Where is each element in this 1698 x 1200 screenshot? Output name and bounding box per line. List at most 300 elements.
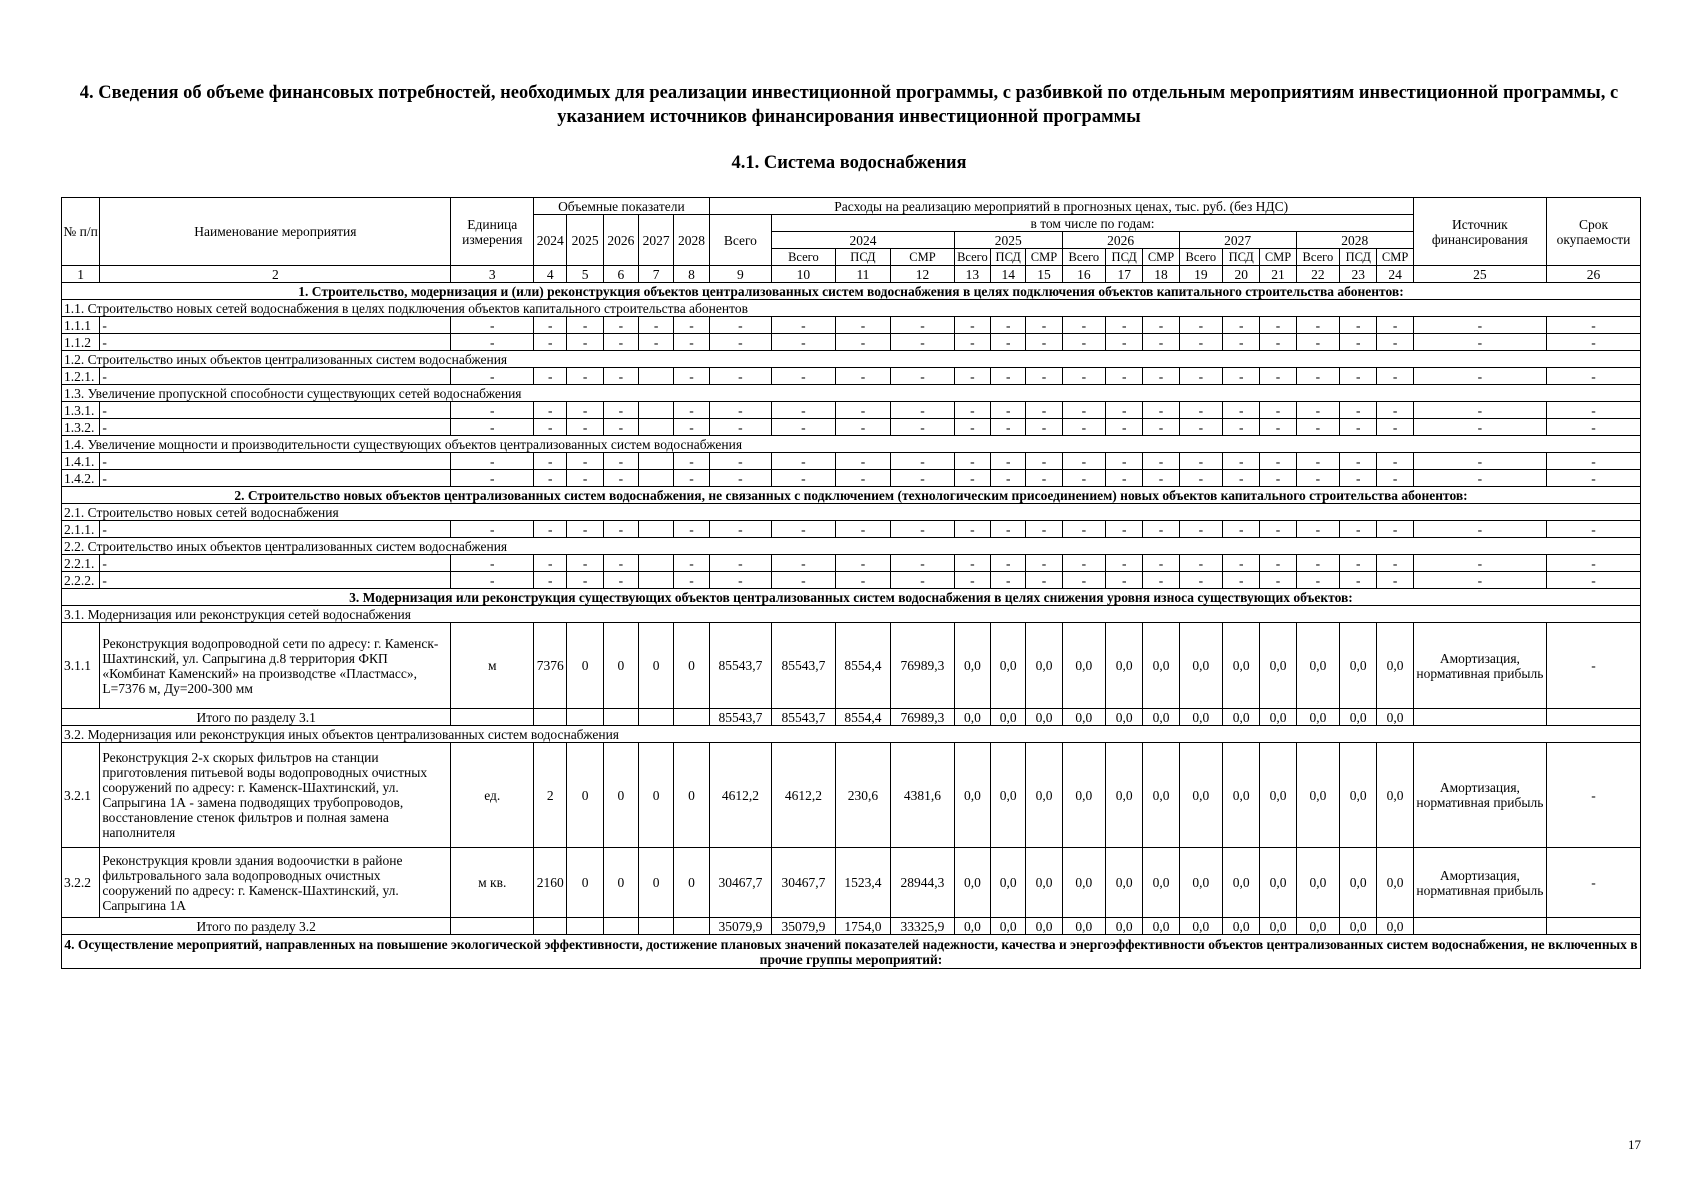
row-volume: -: [534, 521, 567, 538]
subtotal-zero: 0,0: [1340, 709, 1377, 726]
subtotal-value: 35079,9: [709, 918, 772, 935]
subtotal-value: 35079,9: [772, 918, 836, 935]
row-expense: -: [1296, 402, 1339, 419]
item-name: Реконструкция 2-х скорых фильтров на станции приготовления питьевой воды водопроводных очистных сооружений по адресу: г. Каменск-Шахтинский, ул. Сапрыгина 1А - замена подводящих трубопроводов, восстановление стенок фильтров и полная замена наполнителя: [100, 743, 451, 848]
table-row: [62, 555, 1641, 572]
row-source: -: [1413, 572, 1546, 589]
row-expense: -: [1223, 368, 1260, 385]
row-expense: -: [1026, 317, 1062, 334]
row-volume: -: [603, 419, 638, 436]
header-sub: ПСД: [991, 249, 1026, 266]
item-volume: 7376: [534, 623, 567, 709]
row-volume: -: [567, 572, 603, 589]
row-name: -: [100, 402, 451, 419]
row-expense: -: [1260, 572, 1296, 589]
row-expense: -: [1260, 555, 1296, 572]
item-volume: 0: [567, 848, 603, 918]
subtotal-label: Итого по разделу 3.2: [62, 918, 451, 935]
column-number: 4: [534, 266, 567, 283]
row-expense: -: [991, 402, 1026, 419]
item-name: Реконструкция кровли здания водоочистки в районе фильтровального зала водопроводных очистных сооружений по адресу: г. Каменск-Шахтинский, ул. Сапрыгина 1А: [100, 848, 451, 918]
row-payback: -: [1546, 470, 1640, 487]
item-volume: 2: [534, 743, 567, 848]
row-payback: -: [1546, 453, 1640, 470]
row-expense: -: [835, 470, 890, 487]
row-expense: -: [1062, 521, 1105, 538]
row-expense: -: [1062, 555, 1105, 572]
row-name: -: [100, 521, 451, 538]
row-volume: -: [567, 521, 603, 538]
row-volume: -: [639, 317, 674, 334]
item-zero-value: 0,0: [1296, 848, 1339, 918]
item-zero-value: 0,0: [991, 623, 1026, 709]
row-payback: -: [1546, 368, 1640, 385]
subtotal-blank: [567, 918, 603, 935]
row-expense: -: [835, 334, 890, 351]
row-volume: -: [603, 368, 638, 385]
item-row: [62, 623, 1641, 709]
section4: [62, 935, 1641, 969]
row-expense: -: [1179, 317, 1222, 334]
row-expense: -: [991, 368, 1026, 385]
header-volume-year: 2026: [603, 215, 638, 266]
column-number: 13: [954, 266, 990, 283]
row-expense: -: [1026, 555, 1062, 572]
row-expense: -: [954, 555, 990, 572]
row-volume: -: [674, 334, 709, 351]
row-expense: -: [835, 368, 890, 385]
row-expense: -: [1260, 521, 1296, 538]
item-unit: ед.: [451, 743, 534, 848]
header-sub: Всего: [954, 249, 990, 266]
subsection-3-1: [62, 606, 1641, 623]
item-zero-value: 0,0: [1062, 848, 1105, 918]
item-zero-value: 0,0: [1296, 743, 1339, 848]
row-expense: -: [954, 470, 990, 487]
row-source: -: [1413, 402, 1546, 419]
item-volume: 0: [603, 623, 638, 709]
subtotal-zero: 0,0: [1377, 918, 1413, 935]
row-expense: -: [1377, 402, 1413, 419]
subtotal-zero: 0,0: [954, 709, 990, 726]
row-number: 1.3.2.: [62, 419, 100, 436]
item-2024-value: 4381,6: [891, 743, 955, 848]
item-volume: 0: [674, 848, 709, 918]
column-number: 19: [1179, 266, 1222, 283]
header-sub: ПСД: [835, 249, 890, 266]
subtotal-zero: 0,0: [1296, 918, 1339, 935]
row-volume: [639, 402, 674, 419]
row-volume: -: [674, 368, 709, 385]
row-expense: -: [1143, 521, 1179, 538]
header-expense-year: 2027: [1179, 232, 1296, 249]
section3: [62, 589, 1641, 606]
row-expense: -: [772, 402, 836, 419]
row-expense: -: [772, 470, 836, 487]
row-expense: -: [1223, 453, 1260, 470]
row-volume: [639, 368, 674, 385]
row-expense: -: [1143, 419, 1179, 436]
row-source: -: [1413, 419, 1546, 436]
subtotal-blank: [1546, 709, 1640, 726]
item-zero-value: 0,0: [1340, 743, 1377, 848]
subsection-2-2: [62, 538, 1641, 555]
row-total: -: [709, 521, 772, 538]
item-2024-value: 4612,2: [772, 743, 836, 848]
row-volume: -: [567, 317, 603, 334]
row-expense: -: [1340, 402, 1377, 419]
row-volume: -: [603, 453, 638, 470]
row-expense: -: [954, 402, 990, 419]
row-volume: -: [603, 317, 638, 334]
row-expense: -: [1179, 572, 1222, 589]
row-expense: -: [1062, 453, 1105, 470]
subtotal-zero: 0,0: [1106, 918, 1143, 935]
financial-needs-table: [61, 197, 1641, 969]
header-source: Источник финансирования: [1413, 198, 1546, 266]
row-number: 2.1.1.: [62, 521, 100, 538]
row-volume: -: [534, 368, 567, 385]
item-zero-value: 0,0: [1223, 848, 1260, 918]
row-expense: -: [1026, 402, 1062, 419]
row-volume: -: [534, 317, 567, 334]
row-expense: -: [891, 419, 955, 436]
header-sub: ПСД: [1340, 249, 1377, 266]
row-total: -: [709, 368, 772, 385]
item-number: 3.2.2: [62, 848, 100, 918]
column-number: 3: [451, 266, 534, 283]
item-zero-value: 0,0: [1106, 848, 1143, 918]
header-volume-year: 2028: [674, 215, 709, 266]
section2-title: 2. Строительство новых объектов централизованных систем водоснабжения, не связанных с подключением (технологическим присоединением) новых объектов капитального строительства абонентов:: [62, 487, 1641, 504]
item-zero-value: 0,0: [1143, 848, 1179, 918]
subtotal-blank: [603, 709, 638, 726]
row-expense: -: [1223, 521, 1260, 538]
subsection-1-2: [62, 351, 1641, 368]
row-expense: -: [1062, 334, 1105, 351]
item-zero-value: 0,0: [1143, 743, 1179, 848]
row-expense: -: [1143, 334, 1179, 351]
subtotal-zero: 0,0: [954, 918, 990, 935]
row-volume: -: [534, 555, 567, 572]
row-volume: -: [674, 419, 709, 436]
subtotal-zero: 0,0: [1143, 709, 1179, 726]
row-expense: -: [1223, 555, 1260, 572]
item-zero-value: 0,0: [1223, 623, 1260, 709]
row-expense: -: [835, 419, 890, 436]
column-number: 5: [567, 266, 603, 283]
item-unit: м кв.: [451, 848, 534, 918]
row-expense: -: [1179, 419, 1222, 436]
subtotal-blank: [1413, 918, 1546, 935]
row-expense: -: [1377, 334, 1413, 351]
subtotal-zero: 0,0: [1260, 918, 1296, 935]
row-source: -: [1413, 453, 1546, 470]
column-number: 8: [674, 266, 709, 283]
section1: [62, 283, 1641, 300]
subsection-2-1-title: 2.1. Строительство новых сетей водоснабжения: [62, 504, 1641, 521]
header-volume-year: 2027: [639, 215, 674, 266]
item-row: [62, 848, 1641, 918]
row-expense: -: [1296, 419, 1339, 436]
header-volume-year: 2024: [534, 215, 567, 266]
header-sub: Всего: [1062, 249, 1105, 266]
item-volume: 0: [674, 743, 709, 848]
row-expense: -: [1223, 317, 1260, 334]
item-zero-value: 0,0: [991, 848, 1026, 918]
item-zero-value: 0,0: [1340, 623, 1377, 709]
header-sub: ПСД: [1106, 249, 1143, 266]
subsection-2-2-title: 2.2. Строительство иных объектов централизованных систем водоснабжения: [62, 538, 1641, 555]
item-zero-value: 0,0: [991, 743, 1026, 848]
row-expense: -: [891, 572, 955, 589]
subtotal-value: 85543,7: [772, 709, 836, 726]
row-name: -: [100, 572, 451, 589]
row-expense: -: [1106, 470, 1143, 487]
row-expense: -: [835, 402, 890, 419]
row-expense: -: [1062, 402, 1105, 419]
header-unit: Единица измерения: [451, 198, 534, 266]
row-expense: -: [1296, 317, 1339, 334]
header-row: [62, 198, 1641, 215]
row-expense: -: [1296, 555, 1339, 572]
item-total: 4612,2: [709, 743, 772, 848]
row-expense: -: [1340, 368, 1377, 385]
row-expense: -: [1296, 470, 1339, 487]
item-name: Реконструкция водопроводной сети по адресу: г. Каменск-Шахтинский, ул. Сапрыгина д.8 территория ФКП «Комбинат Каменский» на производстве «Пластмасс», L=7376 м, Ду=200-300 мм: [100, 623, 451, 709]
column-number: 12: [891, 266, 955, 283]
item-zero-value: 0,0: [1143, 623, 1179, 709]
item-zero-value: 0,0: [1026, 848, 1062, 918]
row-payback: -: [1546, 334, 1640, 351]
row-expense: -: [772, 453, 836, 470]
subtotal-value: 33325,9: [891, 918, 955, 935]
subtotal-blank: [1413, 709, 1546, 726]
item-zero-value: 0,0: [1260, 623, 1296, 709]
row-expense: -: [891, 521, 955, 538]
subtotal-zero: 0,0: [991, 709, 1026, 726]
row-total: -: [709, 402, 772, 419]
header-payback: Срок окупаемости: [1546, 198, 1640, 266]
subtotal-zero: 0,0: [1296, 709, 1339, 726]
row-expense: -: [1143, 572, 1179, 589]
item-total: 30467,7: [709, 848, 772, 918]
subsection-3-2: [62, 726, 1641, 743]
row-number: 1.1.1: [62, 317, 100, 334]
row-number: 1.4.2.: [62, 470, 100, 487]
item-2024-value: 230,6: [835, 743, 890, 848]
column-number: 11: [835, 266, 890, 283]
row-expense: -: [1377, 572, 1413, 589]
item-zero-value: 0,0: [1377, 743, 1413, 848]
row-volume: -: [567, 402, 603, 419]
table-row: [62, 419, 1641, 436]
header-sub: ПСД: [1223, 249, 1260, 266]
subtotal-zero: 0,0: [1260, 709, 1296, 726]
row-expense: -: [772, 521, 836, 538]
row-expense: -: [891, 470, 955, 487]
subsection-2-1: [62, 504, 1641, 521]
item-2024-value: 1523,4: [835, 848, 890, 918]
item-volume: 0: [603, 743, 638, 848]
row-total: -: [709, 334, 772, 351]
header-total: Всего: [709, 215, 772, 266]
item-source: Амортизация, нормативная прибыль: [1413, 743, 1546, 848]
row-expense: -: [891, 402, 955, 419]
row-expense: -: [954, 453, 990, 470]
item-payback: -: [1546, 848, 1640, 918]
row-unit: -: [451, 419, 534, 436]
row-number: 1.1.2: [62, 334, 100, 351]
column-number: 16: [1062, 266, 1105, 283]
row-source: -: [1413, 368, 1546, 385]
header-sub: Всего: [1179, 249, 1222, 266]
row-expense: -: [991, 572, 1026, 589]
row-volume: -: [534, 334, 567, 351]
column-number: 1: [62, 266, 100, 283]
row-expense: -: [1179, 402, 1222, 419]
column-number: 6: [603, 266, 638, 283]
subtotal-zero: 0,0: [1340, 918, 1377, 935]
row-expense: -: [1260, 453, 1296, 470]
row-expense: -: [1106, 572, 1143, 589]
column-number: 25: [1413, 266, 1546, 283]
header-sub: СМР: [1377, 249, 1413, 266]
row-volume: -: [674, 555, 709, 572]
subtotal-zero: 0,0: [1062, 709, 1105, 726]
header-volume-year: 2025: [567, 215, 603, 266]
row-expense: -: [772, 419, 836, 436]
row-expense: -: [891, 555, 955, 572]
column-number: 2: [100, 266, 451, 283]
item-volume: 0: [603, 848, 638, 918]
row-volume: -: [603, 334, 638, 351]
subtotal-blank: [603, 918, 638, 935]
row-volume: [639, 419, 674, 436]
row-expense: -: [1143, 470, 1179, 487]
row-expense: -: [954, 368, 990, 385]
row-expense: -: [1296, 368, 1339, 385]
column-number: 17: [1106, 266, 1143, 283]
row-expense: -: [1143, 402, 1179, 419]
row-expense: -: [835, 521, 890, 538]
header-expense-year: 2028: [1296, 232, 1413, 249]
subsection-1-3: [62, 385, 1641, 402]
item-zero-value: 0,0: [1260, 848, 1296, 918]
row-unit: -: [451, 470, 534, 487]
item-zero-value: 0,0: [1179, 848, 1222, 918]
row-expense: -: [891, 453, 955, 470]
column-number: 7: [639, 266, 674, 283]
row-source: -: [1413, 555, 1546, 572]
row-payback: -: [1546, 521, 1640, 538]
subtotal-value: 8554,4: [835, 709, 890, 726]
table-row: [62, 402, 1641, 419]
table-row: [62, 334, 1641, 351]
item-total: 85543,7: [709, 623, 772, 709]
row-unit: -: [451, 555, 534, 572]
subtotal-blank: [1546, 918, 1640, 935]
column-number: 14: [991, 266, 1026, 283]
subtotal-zero: 0,0: [1026, 918, 1062, 935]
row-volume: [639, 453, 674, 470]
row-expense: -: [1223, 402, 1260, 419]
item-volume: 2160: [534, 848, 567, 918]
row-expense: -: [1377, 555, 1413, 572]
item-payback: -: [1546, 743, 1640, 848]
row-expense: -: [1179, 368, 1222, 385]
row-name: -: [100, 419, 451, 436]
row-payback: -: [1546, 402, 1640, 419]
row-number: 1.2.1.: [62, 368, 100, 385]
row-expense: -: [835, 317, 890, 334]
item-zero-value: 0,0: [1223, 743, 1260, 848]
item-source: Амортизация, нормативная прибыль: [1413, 848, 1546, 918]
row-expense: -: [1296, 334, 1339, 351]
row-expense: -: [954, 334, 990, 351]
row-expense: -: [1106, 368, 1143, 385]
subtotal-value: 76989,3: [891, 709, 955, 726]
table-row: [62, 572, 1641, 589]
subtotal-blank: [639, 918, 674, 935]
subtotal-blank: [451, 918, 534, 935]
row-volume: [639, 521, 674, 538]
item-volume: 0: [639, 848, 674, 918]
subtotal-blank: [567, 709, 603, 726]
header-expenses: Расходы на реализацию мероприятий в прогнозных ценах, тыс. руб. (без НДС): [709, 198, 1413, 215]
row-expense: -: [835, 572, 890, 589]
row-total: -: [709, 419, 772, 436]
row-expense: -: [1062, 368, 1105, 385]
item-zero-value: 0,0: [954, 848, 990, 918]
subtotal-row: [62, 709, 1641, 726]
row-expense: -: [1143, 317, 1179, 334]
header-expense-year: 2026: [1062, 232, 1179, 249]
item-zero-value: 0,0: [1062, 743, 1105, 848]
row-expense: -: [1296, 572, 1339, 589]
subsection-1-1-title: 1.1. Строительство новых сетей водоснабжения в целях подключения объектов капитального строительства абонентов: [62, 300, 1641, 317]
row-expense: -: [1296, 453, 1339, 470]
header-expense-year: 2024: [772, 232, 955, 249]
row-expense: -: [1143, 368, 1179, 385]
section3-title: 3. Модернизация или реконструкция существующих объектов централизованных систем водоснабжения в целях снижения уровня износа существующих объектов:: [62, 589, 1641, 606]
column-number: 22: [1296, 266, 1339, 283]
header-sub: СМР: [1026, 249, 1062, 266]
item-volume: 0: [639, 623, 674, 709]
row-source: -: [1413, 317, 1546, 334]
item-zero-value: 0,0: [1106, 623, 1143, 709]
item-2024-value: 28944,3: [891, 848, 955, 918]
row-expense: -: [954, 572, 990, 589]
column-number: 21: [1260, 266, 1296, 283]
document-title: 4. Сведения об объеме финансовых потребностей, необходимых для реализации инвестиционной программы, с разбивкой по отдельным мероприятиям инвестиционной программы, с указанием источников финансирования инвестиционной программы: [79, 83, 1619, 127]
row-expense: -: [1260, 317, 1296, 334]
row-unit: -: [451, 402, 534, 419]
header-name: Наименование мероприятия: [100, 198, 451, 266]
column-number: 23: [1340, 266, 1377, 283]
row-expense: -: [1377, 317, 1413, 334]
row-expense: -: [1179, 453, 1222, 470]
header-volume: Объемные показатели: [534, 198, 709, 215]
row-volume: -: [534, 572, 567, 589]
row-expense: -: [1340, 334, 1377, 351]
subtotal-zero: 0,0: [1223, 918, 1260, 935]
subsection-1-1: [62, 300, 1641, 317]
item-payback: -: [1546, 623, 1640, 709]
item-zero-value: 0,0: [1377, 848, 1413, 918]
row-expense: -: [1062, 317, 1105, 334]
row-volume: -: [603, 470, 638, 487]
